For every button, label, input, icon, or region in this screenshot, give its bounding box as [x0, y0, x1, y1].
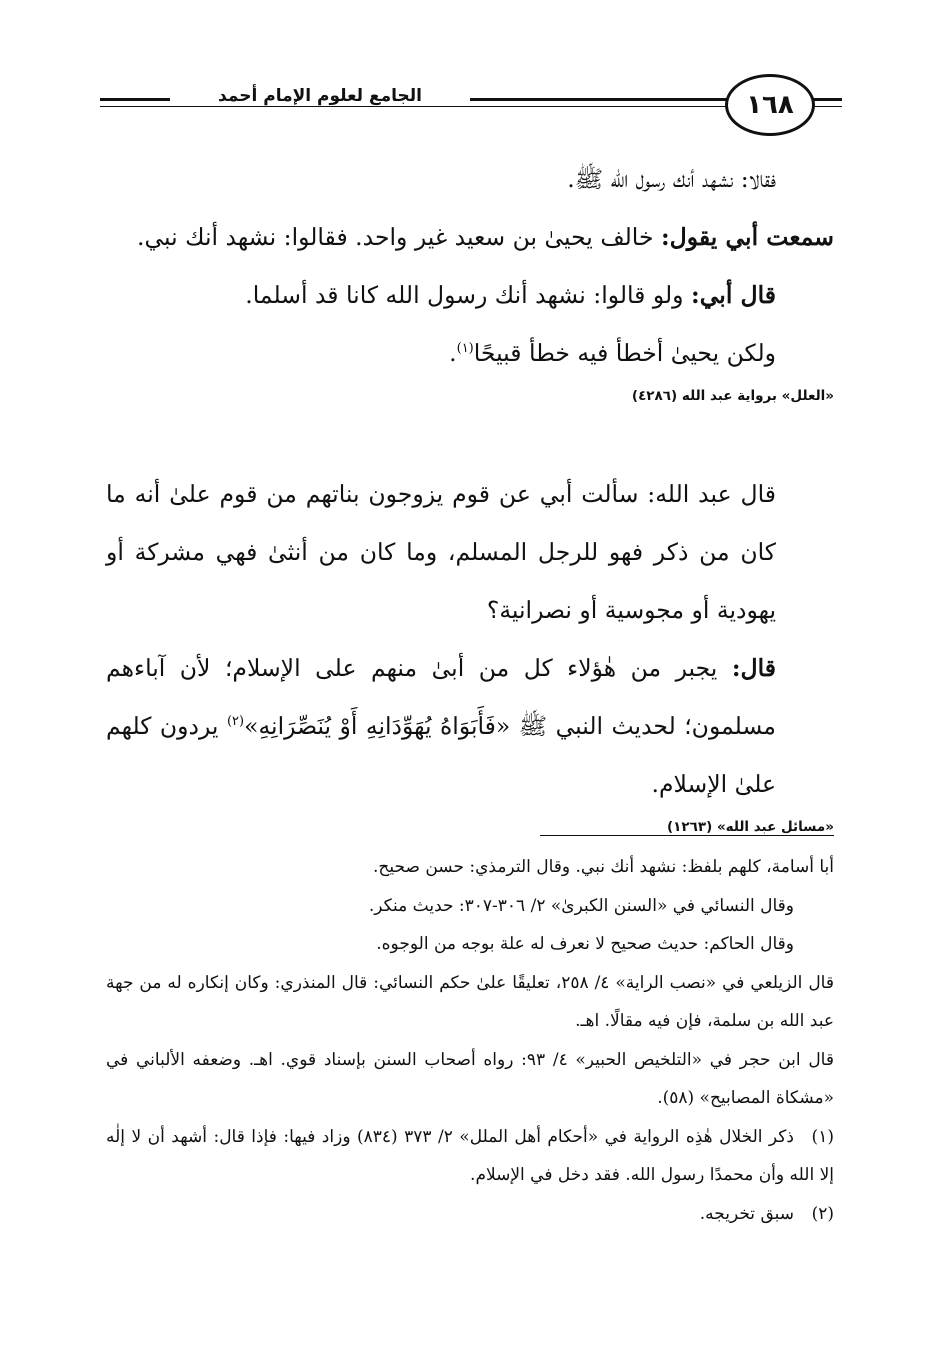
page-number-badge: [725, 74, 815, 136]
footnote-line: قال الزيلعي في «نصب الراية» ٤/ ٢٥٨، تعليقًا علىٰ حكم النسائي: قال المنذري: وكان إنكاره له من جهة عبد الله بن سلمة، فإن فيه مقالًا. اهـ.: [106, 972, 834, 1031]
running-title: الجامع لعلوم الإمام أحمد: [170, 86, 470, 106]
source-citation: «العلل» برواية عبد الله (٤٢٨٦): [631, 388, 834, 404]
footnote-ref[interactable]: (٢): [226, 714, 245, 730]
footnote-number: (٢): [811, 1203, 834, 1224]
page-number: ١٦٨: [746, 90, 794, 120]
footnote-line: أبا أسامة، كلهم بلفظ: نشهد أنك نبي. وقال الترمذي: حسن صحيح.: [373, 857, 834, 877]
paragraph: قال أبي: ولو قالوا: نشهد أنك رسول الله كانا قد أسلما.: [245, 281, 776, 309]
paragraph: ولكن يحيىٰ أخطأ فيه خطأ قبيحًا$^{(١)}$.: [449, 339, 776, 367]
source-citation: «مسائل عبد الله» (١٢٦٣): [666, 819, 834, 835]
footnote-separator: [540, 835, 834, 836]
section-2: [106, 465, 834, 841]
paragraph: قال: يجبر من هٰؤلاء كل من أبىٰ منهم على الإسلام؛ لأن آباءهم مسلمون؛ لحديث النبي ﷺ «فَأَبَوَاهُ يُهَوِّدَانِهِ أَوْ يُنَصِّرَانِهِ»$^{(٢)}$ يردون كلهم علىٰ الإسلام.: [106, 654, 777, 798]
footnote-number: (١): [811, 1126, 834, 1147]
footnote-line: قال ابن حجر في «التلخيص الحبير» ٤/ ٩٣: رواه أصحاب السنن بإسناد قوي. اهـ. وضعفه الألباني في «مشكاة المصابيح» (٥٨).: [106, 1049, 834, 1108]
footnote-ref[interactable]: (١): [456, 341, 474, 357]
page-header: [100, 72, 842, 136]
paragraph: قال عبد الله: سألت أبي عن قوم يزوجون بناتهم من قوم علىٰ أنه ما كان من ذكر فهو للرجل المسلم، وما كان من أنثىٰ فهي مشركة أو يهودية أو مجوسية أو نصرانية؟: [106, 480, 776, 624]
footnote-line: وقال النسائي في «السنن الكبرىٰ» ٢/ ٣٠٦-٣٠٧: حديث منكر.: [368, 895, 794, 916]
section-1: [106, 150, 834, 410]
footnote-line: وقال الحاكم: حديث صحيح لا نعرف له علة بوجه من الوجوه.: [376, 934, 794, 954]
footnote-1: (١)ذكر الخلال هٰذِه الرواية في «أحكام أهل الملل» ٢/ ٣٧٣ (٨٣٤) وزاد فيها: فإذا قال: أشهد أن لا إلٰه إلا الله وأن محمدًا رسول الله. فقد دخل في الإسلام.: [106, 1118, 834, 1195]
paragraph: فقالا: نشهد أنك رسول الله ﷺ.: [567, 165, 776, 193]
paragraph: سمعت أبي يقول: خالف يحيىٰ بن سعيد غير واحد. فقالوا: نشهد أنك نبي.: [137, 223, 834, 251]
footnote-2: (٢)سبق تخريجه.: [106, 1195, 834, 1234]
footnotes: [106, 848, 834, 1233]
